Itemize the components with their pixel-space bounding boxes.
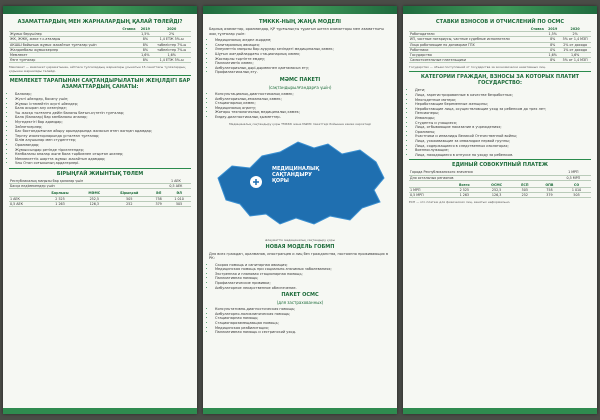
list-item: • Жүкті әйелдер, босану үшін; bbox=[15, 97, 191, 102]
table-cell: Мемлекет bbox=[9, 53, 120, 58]
list-item: • Амбулаторно-поликлиническая помощь; bbox=[215, 312, 391, 317]
table-cell: ЖК, ЖЖҚ, жеке т.с.ағалары bbox=[9, 37, 120, 42]
table-cell: 758 bbox=[150, 196, 167, 201]
section-title: КАТЕГОРИИ ГРАЖДАН, ВЗНОСЫ ЗА КОТОРЫХ ПЛАТИТ ГОСУДАРСТВО: bbox=[420, 74, 580, 87]
table-cell: Государство bbox=[409, 53, 528, 58]
section-subtitle: (для застрахованных) bbox=[276, 300, 324, 306]
service-list bbox=[209, 263, 391, 291]
table-cell: Жұмыс берушілер bbox=[9, 32, 120, 37]
column-header: 2020 bbox=[559, 27, 591, 32]
logo-text: МЕДИЦИНАЛЫҚ САҚТАНДЫРУ ҚОРЫ bbox=[272, 165, 320, 184]
bottom-bar bbox=[3, 408, 197, 414]
table-cell: 0,5 АЕК bbox=[9, 201, 40, 206]
table-cell: 1,6% bbox=[546, 53, 559, 58]
column-header: ӘЛ bbox=[167, 191, 191, 196]
table-cell: 1 010 bbox=[167, 196, 191, 201]
list-item: • Амбулаторное лекарственное обеспечение. bbox=[215, 286, 391, 291]
table-cell bbox=[120, 58, 139, 63]
list-item: • Дети; bbox=[415, 88, 591, 93]
list-item: • Көпбалалы аналар және бала тәрбиелеп отырған әкелер; bbox=[15, 152, 191, 157]
table-cell: 505 bbox=[109, 196, 150, 201]
section-title: АЗАМАТТАРДЫҢ МЕН ЖАРНАЛАРДЫҢ ҚАЛАЙ ТӨЛЕЙДІ? bbox=[17, 19, 183, 25]
list-item: • Балалар; bbox=[15, 92, 191, 97]
section-title: НОВАЯ МОДЕЛЬ ГОБМП bbox=[265, 243, 335, 250]
section-title: МӘМС ПАКЕТІ bbox=[279, 76, 321, 83]
service-list bbox=[209, 92, 391, 120]
payment-breakdown-table bbox=[409, 183, 591, 199]
top-bar bbox=[403, 6, 597, 14]
list-item: • Үш жасқа толғанға дейін баланы бағып-күтетін тұлғалар; bbox=[15, 111, 191, 116]
table-cell: 1 АЕК bbox=[9, 196, 40, 201]
table-cell: Самостоятельные плательщики bbox=[409, 58, 528, 63]
table-cell: 126,3 bbox=[80, 201, 109, 206]
table-cell: Работники bbox=[409, 47, 528, 52]
table-cell: 1,4 ЕТЖ 5%-ы bbox=[152, 58, 191, 63]
table-cell: 8% bbox=[138, 47, 152, 52]
list-item: • Стационарлық көмек; bbox=[215, 101, 391, 106]
list-item: • Мүгедектігі бар адамдар; bbox=[15, 120, 191, 125]
divider bbox=[409, 71, 591, 72]
list-item: • Мемлекеттік шартта жұмыс жасайтын адамдар; bbox=[15, 157, 191, 162]
table-cell: 8% bbox=[546, 58, 559, 63]
list-item: • Медицинская реабилитация; bbox=[215, 326, 391, 331]
kazakhstan-map bbox=[210, 128, 390, 236]
table-cell: 252,5 bbox=[80, 196, 109, 201]
category-list bbox=[409, 88, 591, 157]
list-item: • Экстренная и плановая стационарная помощь; bbox=[215, 272, 391, 277]
list-item: • Медициналық жедел жәрдем; bbox=[215, 38, 391, 43]
table-cell: 1 263 bbox=[448, 193, 480, 198]
column-header: МӘМС bbox=[80, 191, 109, 196]
list-item: • Бала асырап алу кезеңінде; bbox=[15, 106, 191, 111]
table-cell: 1,6% bbox=[559, 53, 591, 58]
rates-table bbox=[409, 27, 591, 63]
list-item: • Емдеу-диагностикалық қызметтер. bbox=[215, 115, 391, 120]
top-bar bbox=[3, 6, 197, 14]
table-cell: 1,5% bbox=[546, 32, 559, 37]
list-item: • Профилактические прививки; bbox=[215, 281, 391, 286]
table-cell: 1,4 ЕТЖ 5%-ы bbox=[152, 37, 191, 42]
table-row bbox=[409, 58, 591, 63]
single-payment-table bbox=[409, 170, 591, 180]
list-item: • Оралманы; bbox=[415, 130, 591, 135]
column-header: СО bbox=[562, 183, 591, 188]
table-cell: 8% bbox=[138, 37, 152, 42]
list-item: • Пенсионеры; bbox=[415, 111, 591, 116]
column-header: ОСМС bbox=[480, 183, 513, 188]
column-header: 2019 bbox=[138, 27, 152, 32]
divider bbox=[9, 75, 191, 76]
table-cell: 8% bbox=[138, 42, 152, 47]
category-list bbox=[9, 92, 191, 166]
table-cell: 2 525 bbox=[40, 196, 80, 201]
table-cell: 1 МРП bbox=[409, 187, 448, 192]
section-subtitle: (сақтандырылғандарға үшін) bbox=[268, 84, 332, 90]
table-row bbox=[9, 201, 191, 206]
section-title: СТАВКИ ВЗНОСОВ И ОТЧИСЛЕНИЙ ПО ОСМС bbox=[435, 19, 565, 25]
table-cell: 1,6% bbox=[152, 53, 191, 58]
list-item: • Инвалиды; bbox=[415, 116, 591, 121]
column-header: ОПВ bbox=[537, 183, 562, 188]
table-row bbox=[9, 184, 191, 189]
table-cell: 8% bbox=[546, 42, 559, 47]
list-item: • Консультативно-диагностическая помощь; bbox=[215, 307, 391, 312]
table-cell: 2% bbox=[152, 32, 191, 37]
top-bar bbox=[203, 6, 397, 14]
table-cell: 1 МРП bbox=[556, 170, 591, 175]
list-item: • Білім алушылар мен студенттер; bbox=[15, 138, 191, 143]
table-cell: 2% bbox=[559, 32, 591, 37]
list-item: • Неработающие лица, осуществляющие уход за ребенком до трех лет; bbox=[415, 107, 591, 112]
column-header: 2020 bbox=[152, 27, 191, 32]
panel-right bbox=[403, 6, 597, 414]
section-title: БІРЫҢҒАЙ ЖИЫНТЫҚ ТӨЛЕМ bbox=[56, 170, 144, 177]
table-cell: 1,5% bbox=[138, 32, 152, 37]
list-item: • Медицинская помощь при социально-значимых заболеваниях; bbox=[215, 267, 391, 272]
bottom-bar bbox=[203, 408, 397, 414]
list-item: • Профилактикалық егу. bbox=[215, 70, 391, 75]
table-cell: 758 bbox=[537, 187, 562, 192]
table-cell: ИП, частные нотариусы, частные судебные исполнители bbox=[409, 37, 528, 42]
list-item: • Ұлы Отан соғысының ардагерлері. bbox=[15, 161, 191, 166]
column-header: Ставка bbox=[528, 27, 546, 32]
table-cell: 252,5 bbox=[480, 187, 513, 192]
list-item: • Лица, находящиеся в отпуске по уходу за ребенком. bbox=[415, 153, 591, 158]
divider bbox=[9, 168, 191, 169]
column-header: ЕСП bbox=[513, 183, 537, 188]
divider bbox=[409, 159, 591, 160]
list-item: • Скорая помощь и санитарная авиация; bbox=[215, 263, 391, 268]
map-caption: Медициналық сақтандыру қоры ТМККК және МӘМС пакеттері бойынша көмек көрсетеді bbox=[229, 121, 371, 126]
list-item: • Стационарозамещающая помощь; bbox=[215, 321, 391, 326]
list-item: • Санитариялық авиация; bbox=[215, 43, 391, 48]
table-cell: 2% от дохода bbox=[559, 42, 591, 47]
table-cell: 1,6% bbox=[138, 53, 152, 58]
list-item: • Консультациялық-диагностикалық көмек; bbox=[215, 92, 391, 97]
table-row bbox=[409, 37, 591, 42]
table-cell: 0,5 МРП bbox=[556, 175, 591, 180]
table-cell: 5% от 1,4 МЗП bbox=[559, 58, 591, 63]
panel-left bbox=[3, 6, 197, 414]
note: Мемлекет — мемлекет қаражатынан, әйтпесе тұлғалардың жарналары ұсынатын 15 санаттағы тұлғалардың қорынан жарналары төлейді. bbox=[9, 65, 186, 74]
list-item: • Әлеуметтік маңызы бар аурулар кезіндегі медициналық көмек; bbox=[215, 47, 391, 52]
table-cell: Республикалық маңызы бар қалалар үшін bbox=[9, 179, 161, 184]
list-item: • Участники и инвалиды Великой Отечественной войны; bbox=[415, 134, 591, 139]
table-row bbox=[9, 58, 191, 63]
table-row bbox=[409, 175, 591, 180]
table-cell: Жалданбалы жұмыскерлер bbox=[9, 47, 120, 52]
table-cell: Для остальных регионов bbox=[409, 175, 556, 180]
table-cell: 5% от 1,4 МЗП bbox=[559, 37, 591, 42]
table-cell: 252 bbox=[109, 201, 150, 206]
intro-text: Для всех граждан, оралманов, иностранцев и лиц без гражданства, постоянно проживающих в РК: bbox=[209, 251, 389, 261]
column-header: Всего bbox=[448, 183, 480, 188]
table-row bbox=[409, 193, 591, 198]
column-header: ӘЛ bbox=[150, 191, 167, 196]
table-cell: 379 bbox=[150, 201, 167, 206]
intro-text: Барлық азаматтар, оралмандар, ҚР тұрғылықты тұратын шетел азаматтары мен азаматтығы жоқ тұлғалар үшін: bbox=[209, 27, 384, 36]
column-header: 2019 bbox=[548, 27, 558, 31]
list-item: • Бас бостандығынан айыру орындарында жазасын өтеп жатқан адамдар; bbox=[15, 129, 191, 134]
list-item: • Лица, зарегистрированные в качестве безработных; bbox=[415, 93, 591, 98]
table-cell: тәбелістер 7%-ы bbox=[152, 47, 191, 52]
list-item: • Бала (балалар) бар көпбалалы аналар; bbox=[15, 115, 191, 120]
list-item: • Студенты и учащиеся; bbox=[415, 121, 591, 126]
column-header: Барлығы bbox=[40, 191, 80, 196]
table-cell: 505 bbox=[167, 201, 191, 206]
table-cell: 252 bbox=[513, 193, 537, 198]
table-cell: 126,3 bbox=[480, 193, 513, 198]
section-title: ТМККК-НЫҢ ЖАҢА МОДЕЛІ bbox=[258, 19, 342, 25]
section-title: ЕДИНЫЙ СОВОКУПНЫЙ ПЛАТЕЖ bbox=[452, 162, 548, 169]
table-cell: Работодатели bbox=[409, 32, 528, 37]
table-cell: 505 bbox=[562, 193, 591, 198]
list-item: • Жұмыс істемейтін жүкті әйелдер; bbox=[15, 102, 191, 107]
table-cell: 0,5 МРП bbox=[409, 193, 448, 198]
list-item: • Стационарная помощь; bbox=[215, 316, 391, 321]
table-cell: Города Республиканского значения bbox=[409, 170, 556, 175]
table-cell: АКШШ бойынша жұмыс жасайтын тұлғалар үшін bbox=[9, 42, 120, 47]
table-cell: 8% bbox=[546, 37, 559, 42]
single-payment-table bbox=[9, 179, 191, 189]
note: ЕСП — это платеж для физических лиц, занятых неформально. bbox=[409, 200, 511, 205]
payment-breakdown-table bbox=[9, 191, 191, 207]
list-item: • Оралмандар; bbox=[15, 143, 191, 148]
list-item: • Шұғыл жағдайлардағы стационарлық көмек; bbox=[215, 52, 391, 57]
list-item: • Лица, содержащиеся в следственных изоляторах; bbox=[415, 144, 591, 149]
table-cell: 379 bbox=[537, 193, 562, 198]
list-item: • Амбулаториялық дәрі-дәрмекпен қамтамасыз ету; bbox=[215, 66, 391, 71]
table-cell: тәбелістер 7%-ы bbox=[152, 42, 191, 47]
table-cell: Өзге тұлғалар bbox=[9, 58, 120, 63]
list-item: • Жоғары технологиялық медициналық көмек; bbox=[215, 110, 391, 115]
table-cell: 505 bbox=[513, 187, 537, 192]
table-cell: 0,5 АЕК bbox=[161, 184, 191, 189]
list-item: • Лица, ухаживающие за инвалидом первой группы; bbox=[415, 139, 591, 144]
service-list bbox=[209, 38, 391, 75]
column-header: Ставка bbox=[120, 27, 139, 32]
list-item: • Амбулаториялық-емханалық көмек; bbox=[215, 97, 391, 102]
panel-middle bbox=[203, 6, 397, 414]
table-cell: Лица работающие по договорам ГПХ bbox=[409, 42, 528, 47]
list-item: • Лица, отбывающие наказание в учреждениях; bbox=[415, 125, 591, 130]
map-note: Әлеуметтік медициналық сақтандыру қоры bbox=[265, 237, 335, 242]
bottom-bar bbox=[403, 408, 597, 414]
table-cell: 1 263 bbox=[40, 201, 80, 206]
table-cell: 0% bbox=[546, 47, 559, 52]
list-item: • Паллиативная помощь; bbox=[215, 276, 391, 281]
list-item: • Жұмыссыздар ретінде тіркелгендер; bbox=[15, 148, 191, 153]
list-item: • Военнослужащие; bbox=[415, 148, 591, 153]
section-title: МЕМЛЕКЕТ ТАРАПЫНАН САҚТАНДЫРЫЛАТЫН ЖЕҢІЛДІГІ БАР АЗАМАТТАРДЫҢ САНАТЫ: bbox=[9, 78, 191, 91]
list-item: • Зейнеткерлер; bbox=[15, 125, 191, 130]
table-cell: 8% bbox=[138, 58, 152, 63]
table-cell bbox=[528, 58, 546, 63]
rates-table bbox=[9, 27, 191, 63]
list-item: • Жоспарлы тәртіпте емдеу; bbox=[215, 57, 391, 62]
list-item: • Неработающие беременные женщины; bbox=[415, 102, 591, 107]
list-item: • Тергеу изоляторларында ұсталған тұлғалар; bbox=[15, 134, 191, 139]
list-item: • Паллиативная помощь и сестринский уход. bbox=[215, 330, 391, 335]
list-item: • Медициналық оңалту; bbox=[215, 106, 391, 111]
note: Государство — объем поступлений от государства за экономически неактивных лиц. bbox=[409, 65, 546, 70]
column-header: Бірыңғай bbox=[109, 191, 150, 196]
table-cell: 1 010 bbox=[562, 187, 591, 192]
table-cell: 2 525 bbox=[448, 187, 480, 192]
table-cell: 1% от дохода bbox=[559, 47, 591, 52]
service-list bbox=[209, 307, 391, 335]
table-cell: 1 АЕК bbox=[161, 179, 191, 184]
list-item: • Многодетные матери; bbox=[415, 98, 591, 103]
list-item: • Паллиативтік көмек; bbox=[215, 61, 391, 66]
table-cell: Басқа елдімекендер үшін bbox=[9, 184, 161, 189]
section-title: ПАКЕТ ОСМС bbox=[281, 292, 319, 299]
